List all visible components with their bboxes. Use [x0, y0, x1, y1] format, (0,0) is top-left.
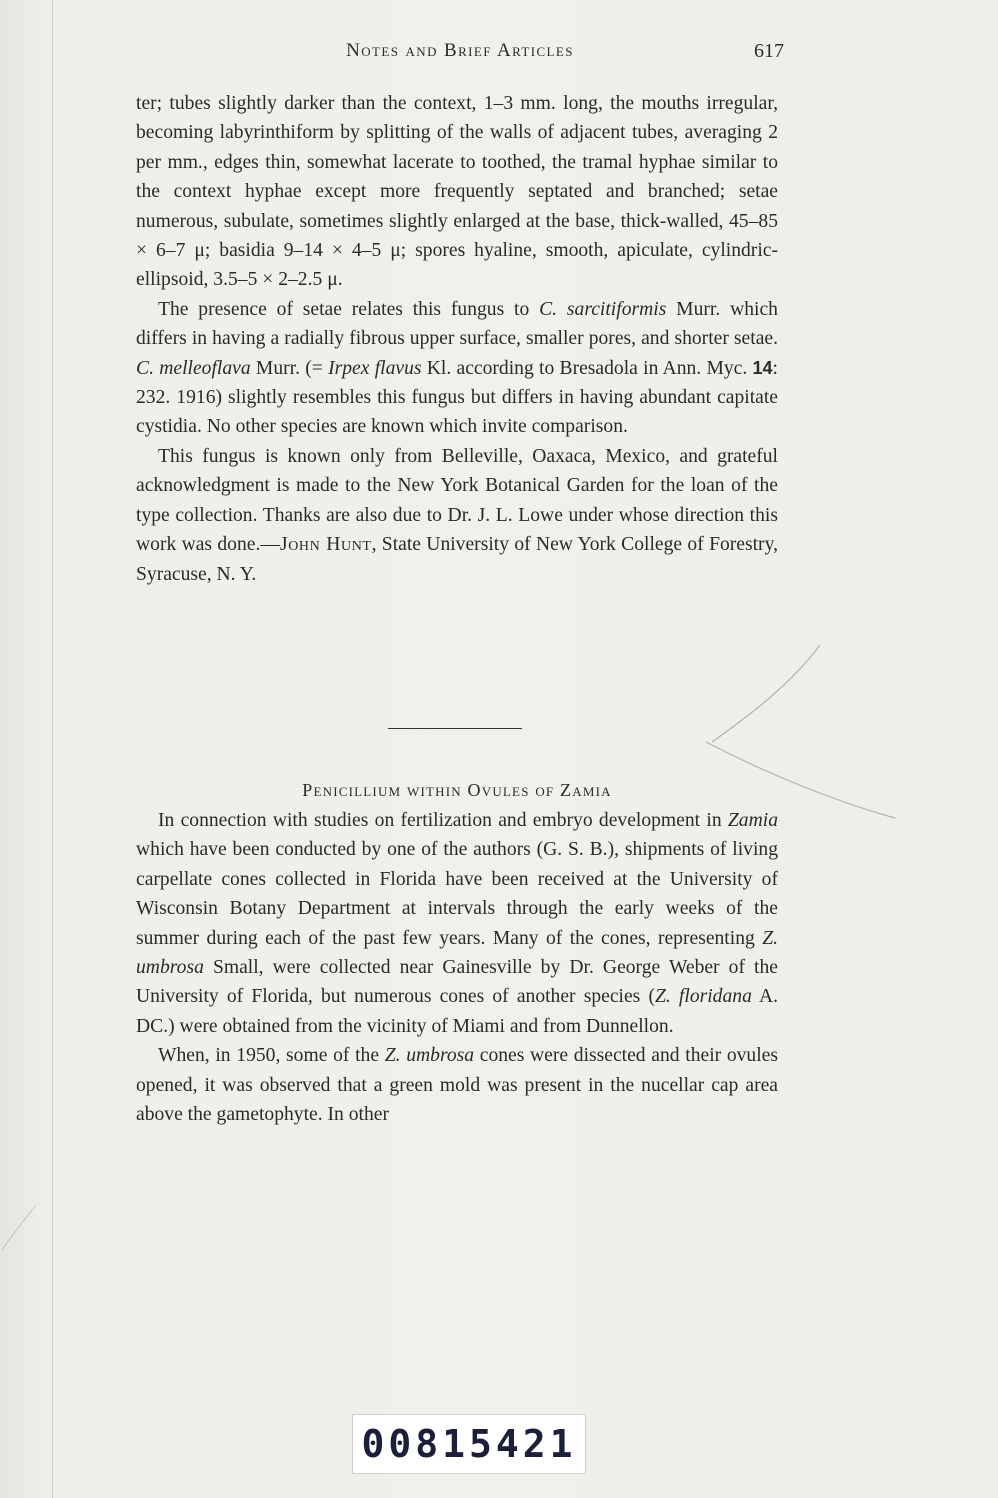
paragraph-4	[136, 806, 778, 1041]
running-head-title: Notes and Brief Articles	[346, 40, 574, 61]
article-2-heading: Penicillium within Ovules of Zamia	[302, 780, 612, 800]
paragraph-1	[136, 89, 778, 295]
volume-number: 14	[752, 357, 773, 378]
paragraph-2	[136, 295, 778, 442]
genus-name: Zamia	[727, 810, 778, 831]
barcode-label: 00815421	[352, 1414, 586, 1474]
running-head	[136, 40, 784, 70]
section-divider	[388, 728, 522, 729]
text-run: This fungus is known only from Belleville, Oaxaca, Mexico, and grateful acknowledgment is made to the New York Botanical Garden for the loan of the type collection. Thanks are also due to Dr. J. L. Lowe under whose direction this work was done.—	[136, 445, 778, 556]
species-name: C. sarcitiformis	[539, 298, 667, 320]
species-name: Irpex flavus	[328, 357, 422, 379]
text-run: which have been conducted by one of the authors (G. S. B.), shipments of living carpellate cones collected in Florida have been received at the University of Wisconsin Botany Department at intervals through the early weeks of the summer during each of the past few years. Many of the cones, representing	[136, 839, 778, 949]
text-run: When, in 1950, some of the	[158, 1045, 385, 1067]
text-run: A. DC.) were obtained from the vicinity of Miami and from Dunnellon.	[136, 986, 778, 1037]
text-run: Murr. which differs in having a radially fibrous upper surface, smaller pores, and shorter setae.	[136, 298, 778, 350]
binding-edge	[52, 0, 53, 1498]
text-run: In connection with studies on fertilization and embryo development in	[158, 810, 728, 831]
species-name: Z. floridana	[654, 986, 752, 1008]
text-run: cones were dissected and their ovules opened, it was observed that a green mold was present in the nucellar cap area above the gametophyte. In other	[136, 1045, 778, 1126]
text-run: Murr. (=	[250, 357, 329, 379]
article-2-body	[136, 806, 778, 1129]
text-run: , State University of New York College of Forestry, Syracuse, N. Y.	[136, 534, 779, 585]
species-name: Z. umbrosa	[136, 927, 778, 979]
text-run: The presence of setae relates this fungus to	[158, 298, 540, 320]
author-name: John Hunt	[279, 534, 372, 556]
species-name: C. melleoflava	[136, 357, 251, 379]
text-run: Small, were collected near Gainesville by Dr. George Weber of the University of Florida, but numerous cones of another species (	[136, 957, 778, 1008]
article-1-body	[136, 89, 778, 589]
species-name: Z. umbrosa	[384, 1045, 475, 1067]
text-run: : 232. 1916) slightly resembles this fungus but differs in having abundant capitate cystidia. No other species are known which invite comparison.	[136, 357, 778, 438]
paragraph-3	[136, 442, 778, 589]
text-run: ter; tubes slightly darker than the context, 1–3 mm. long, the mouths irregular, becoming labyrinthiform by splitting of the walls of adjacent tubes, averaging 2 per mm., edges thin, somewhat lacerate to toothed, the tramal hyphae similar to the context hyphae except more frequently septated and branched; setae numerous, subulate, sometimes slightly enlarged at the base, thick-walled, 45–85 × 6–7 μ; basidia 9–14 × 4–5 μ; spores hyaline, smooth, apiculate, cylindric-ellipsoid, 3.5–5 × 2–2.5 μ.	[136, 93, 778, 291]
page-number: 617	[754, 40, 784, 62]
text-run: Kl. according to Bresadola in Ann. Myc.	[421, 357, 753, 379]
paragraph-5	[136, 1041, 778, 1129]
